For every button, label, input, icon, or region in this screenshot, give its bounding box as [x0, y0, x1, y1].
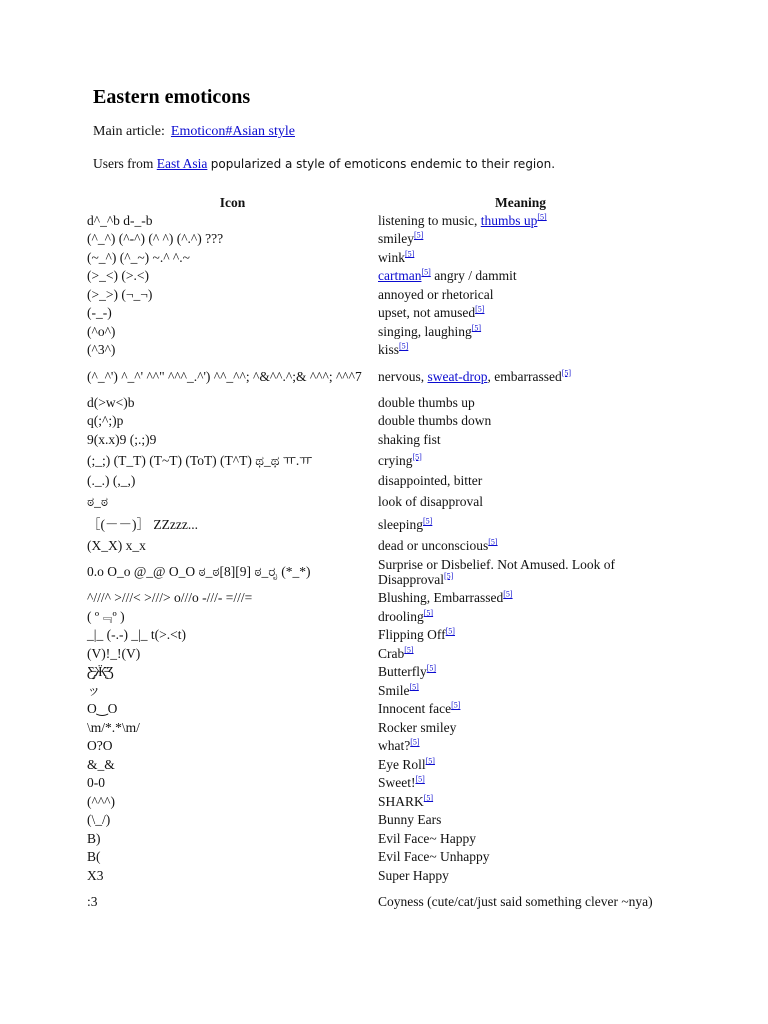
emoticon-icon: B( — [87, 849, 101, 865]
table-row — [87, 607, 663, 626]
emoticon-icon: ಠ_ಠ — [87, 494, 109, 509]
reference-link[interactable]: [5] — [425, 756, 435, 766]
emoticon-meaning — [378, 472, 663, 491]
table-row — [87, 393, 663, 412]
emoticon-meaning — [378, 230, 663, 249]
emoticon-icon: d^_^b d-_-b — [87, 212, 153, 228]
emoticon-meaning — [378, 700, 663, 719]
meaning-text: double thumbs down — [378, 413, 492, 429]
emoticon-rows — [87, 211, 663, 919]
reference-link[interactable]: [5] — [561, 368, 572, 377]
table-row — [87, 267, 663, 286]
meaning-text: kiss — [378, 342, 400, 358]
table-row — [87, 829, 663, 848]
meaning-text: Evil Face~ Unhappy — [378, 849, 490, 865]
meaning-link[interactable]: sweat-drop — [427, 368, 488, 384]
emoticon-meaning — [378, 248, 663, 267]
reference-link[interactable]: [5] — [443, 571, 454, 580]
reference-link[interactable]: [5] — [404, 645, 414, 655]
emoticon-icon: (V)!_!(V) — [87, 645, 141, 661]
table-row — [87, 644, 663, 663]
table-row — [87, 885, 663, 919]
meaning-text: Super Happy — [378, 867, 449, 883]
meaning-text: Sweet! — [378, 775, 416, 791]
table-row — [87, 555, 663, 589]
table-row — [87, 589, 663, 608]
emoticon-icon: &_& — [87, 756, 115, 772]
reference-link[interactable]: [5] — [537, 212, 547, 222]
emoticon-icon: X3 — [87, 867, 104, 883]
emoticon-meaning — [378, 285, 663, 304]
table-row — [87, 792, 663, 811]
table-row — [87, 700, 663, 719]
table-row — [87, 412, 663, 431]
emoticon-icon: d(>w<)b — [87, 394, 135, 410]
emoticon-icon: (^o^) — [87, 323, 116, 339]
meaning-text: Crab — [378, 645, 405, 661]
reference-link[interactable]: [5] — [405, 249, 415, 259]
intro-paragraph — [93, 156, 673, 172]
table-row — [87, 304, 663, 323]
meaning-text: Innocent face — [378, 701, 452, 717]
emoticon-table — [87, 193, 663, 919]
meaning-text: Rocker smiley — [378, 719, 457, 735]
meaning-text: look of disapproval — [378, 494, 483, 509]
emoticon-meaning — [378, 555, 663, 589]
table-row — [87, 449, 663, 472]
meaning-text: Eye Roll — [378, 756, 426, 772]
table-row — [87, 848, 663, 867]
meaning-text: nervous, — [378, 368, 428, 384]
emoticon-icon: (^_^) (^-^) (^ ^) (^.^) ??? — [87, 231, 224, 247]
table-row — [87, 626, 663, 645]
meaning-text: angry / dammit — [430, 268, 517, 284]
emoticon-meaning — [378, 848, 663, 867]
main-article-link[interactable]: Emoticon#Asian style — [170, 124, 295, 139]
emoticon-icon: ^///^ >///< >///> o///o -///- =///= — [87, 590, 253, 606]
emoticon-icon: (;_;) (T_T) (T~T) (ToT) (T^T) ಥ_ಥ ㅠ.ㅠ — [87, 452, 313, 468]
section-title: Eastern emoticons — [93, 86, 251, 108]
emoticon-icon: ［(－－)］ ZZzzz... — [87, 517, 198, 532]
table-row — [87, 490, 663, 513]
emoticon-meaning — [378, 755, 663, 774]
table-row — [87, 472, 663, 491]
intro-prefix: Users from — [93, 156, 154, 171]
table-row — [87, 774, 663, 793]
east-asia-link[interactable]: East Asia — [156, 156, 208, 171]
table-row — [87, 663, 663, 682]
emoticon-meaning — [378, 513, 663, 536]
meaning-text: Coyness (cute/cat/just said something clever ~nya) — [378, 894, 653, 909]
emoticon-meaning — [378, 774, 663, 793]
reference-link[interactable]: [5] — [423, 516, 433, 526]
emoticon-icon: 9(x.x)9 (;.;)9 — [87, 431, 157, 447]
emoticon-icon: O?O — [87, 738, 113, 754]
emoticon-meaning — [378, 449, 663, 472]
emoticon-icon: (._.) (,_,) — [87, 473, 136, 489]
reference-link[interactable]: [5] — [451, 700, 461, 710]
meaning-text: Smile — [378, 682, 410, 698]
emoticon-meaning — [378, 644, 663, 663]
reference-link[interactable]: [5] — [423, 608, 434, 618]
emoticon-meaning — [378, 589, 663, 608]
reference-link[interactable]: [5] — [409, 682, 419, 692]
meaning-link[interactable]: thumbs up — [480, 212, 538, 228]
table-row — [87, 681, 663, 700]
meaning-text: sleeping — [378, 517, 423, 532]
emoticon-meaning — [378, 490, 663, 513]
reference-link[interactable]: [5] — [488, 537, 498, 547]
emoticon-icon: (^^^) — [87, 793, 115, 809]
meaning-text: , embarrassed — [487, 368, 562, 384]
emoticon-meaning — [378, 829, 663, 848]
emoticon-meaning — [378, 811, 663, 830]
emoticon-meaning — [378, 412, 663, 431]
meaning-text: singing, laughing — [378, 323, 472, 339]
meaning-text: smiley — [378, 231, 414, 247]
emoticon-meaning — [378, 866, 663, 885]
reference-link[interactable]: [5] — [503, 589, 513, 599]
meaning-text: wink — [378, 249, 405, 265]
table-row — [87, 811, 663, 830]
meaning-text: shaking fist — [378, 431, 441, 447]
emoticon-icon: (>_>) (¬_¬) — [87, 286, 153, 302]
intro-rest: popularized a style of emoticons endemic to their region. — [210, 157, 556, 171]
table-row — [87, 285, 663, 304]
meaning-text: double thumbs up — [378, 394, 475, 410]
emoticon-icon: 0-0 — [87, 775, 105, 791]
reference-link[interactable]: [5] — [471, 323, 482, 333]
reference-link[interactable]: [5] — [399, 341, 409, 351]
meaning-text: crying — [378, 452, 413, 468]
table-row — [87, 322, 663, 341]
emoticon-icon: Ƹ̵̡Ӝ̵̨̄Ʒ — [87, 664, 114, 680]
reference-link[interactable]: [5] — [475, 304, 485, 314]
emoticon-meaning — [378, 792, 663, 811]
emoticon-icon: (X_X) x_x — [87, 537, 146, 553]
emoticon-meaning — [378, 341, 663, 360]
table-row — [87, 718, 663, 737]
table-row — [87, 248, 663, 267]
table-row — [87, 430, 663, 449]
table-row — [87, 211, 663, 230]
meaning-text: Evil Face~ Happy — [378, 830, 477, 846]
meaning-text: Butterfly — [378, 664, 427, 680]
meaning-text: drooling — [378, 608, 424, 624]
emoticon-meaning — [378, 304, 663, 323]
meaning-text: Flipping Off — [378, 627, 446, 643]
article-page — [93, 86, 673, 172]
table-row — [87, 755, 663, 774]
meaning-header: Meaning — [494, 194, 546, 210]
meaning-text: disappointed, bitter — [378, 473, 483, 489]
reference-link[interactable]: [5] — [423, 793, 434, 803]
emoticon-meaning — [378, 718, 663, 737]
table-row — [87, 737, 663, 756]
meaning-text: Blushing, Embarrassed — [378, 590, 504, 606]
meaning-text: upset, not amused — [378, 305, 476, 321]
icon-header: Icon — [219, 194, 246, 210]
reference-link[interactable]: [5] — [412, 452, 422, 461]
emoticon-meaning — [378, 393, 663, 412]
meaning-text: Bunny Ears — [378, 812, 442, 828]
emoticon-icon: :3 — [87, 894, 98, 909]
reference-link[interactable]: [5] — [415, 774, 425, 784]
meaning-text: annoyed or rhetorical — [378, 286, 494, 302]
emoticon-icon: (~_^) (^_~) ~.^ ^.~ — [87, 249, 190, 265]
main-article-label: Main article: — [93, 124, 165, 139]
meaning-text: Surprise or Disbelief. Not Amused. Look of Disapproval — [378, 556, 615, 587]
emoticon-icon: (-_-) — [87, 305, 112, 321]
table-row — [87, 866, 663, 885]
emoticon-meaning — [378, 211, 663, 230]
emoticon-icon: 0.o O_o @_@ O_O ಠ_ಠ[8][9] ಠ_ರೃ (*_*) — [87, 564, 311, 579]
table-row — [87, 513, 663, 536]
emoticon-meaning — [378, 681, 663, 700]
emoticon-icon: O‿O — [87, 701, 118, 717]
emoticon-meaning — [378, 737, 663, 756]
reference-link[interactable]: [5] — [421, 267, 431, 277]
main-article-line — [93, 124, 673, 140]
emoticon-icon: _|_ (-.-) _|_ t(>.<t) — [87, 627, 186, 643]
emoticon-icon: ( º﹃º ) — [87, 608, 125, 624]
reference-link[interactable]: [5] — [410, 737, 420, 747]
meaning-link[interactable]: cartman — [378, 268, 422, 284]
emoticon-icon: (>_<) (>.<) — [87, 268, 149, 284]
table-row — [87, 230, 663, 249]
emoticon-meaning — [378, 885, 663, 919]
emoticon-icon: (\_/) — [87, 812, 111, 828]
emoticon-icon: (^3^) — [87, 342, 116, 358]
emoticon-meaning — [378, 663, 663, 682]
emoticon-meaning — [378, 536, 663, 555]
meaning-text: SHARK — [378, 793, 424, 809]
emoticon-icon: q(;^;)p — [87, 413, 124, 429]
emoticon-meaning — [378, 430, 663, 449]
meaning-text: what? — [378, 738, 411, 754]
meaning-text: listening to music, — [378, 212, 481, 228]
emoticon-icon: (^_^') ^_^' ^^" ^^^_.^') ^^_^^; ^&^^.^;& ^^^; ^^^7 — [87, 368, 362, 384]
emoticon-icon: ッ — [87, 682, 101, 698]
emoticon-icon: \m/*.*\m/ — [87, 719, 140, 735]
table-row — [87, 359, 663, 393]
emoticon-meaning — [378, 267, 663, 286]
reference-link[interactable]: [5] — [445, 626, 455, 636]
emoticon-meaning — [378, 607, 663, 626]
table-row — [87, 341, 663, 360]
table-row — [87, 536, 663, 555]
emoticon-icon: B) — [87, 830, 101, 846]
emoticon-meaning — [378, 626, 663, 645]
emoticon-meaning — [378, 322, 663, 341]
emoticon-meaning — [378, 359, 663, 393]
meaning-text: dead or unconscious — [378, 537, 489, 553]
reference-link[interactable]: [5] — [414, 230, 424, 240]
reference-link[interactable]: [5] — [426, 663, 437, 673]
